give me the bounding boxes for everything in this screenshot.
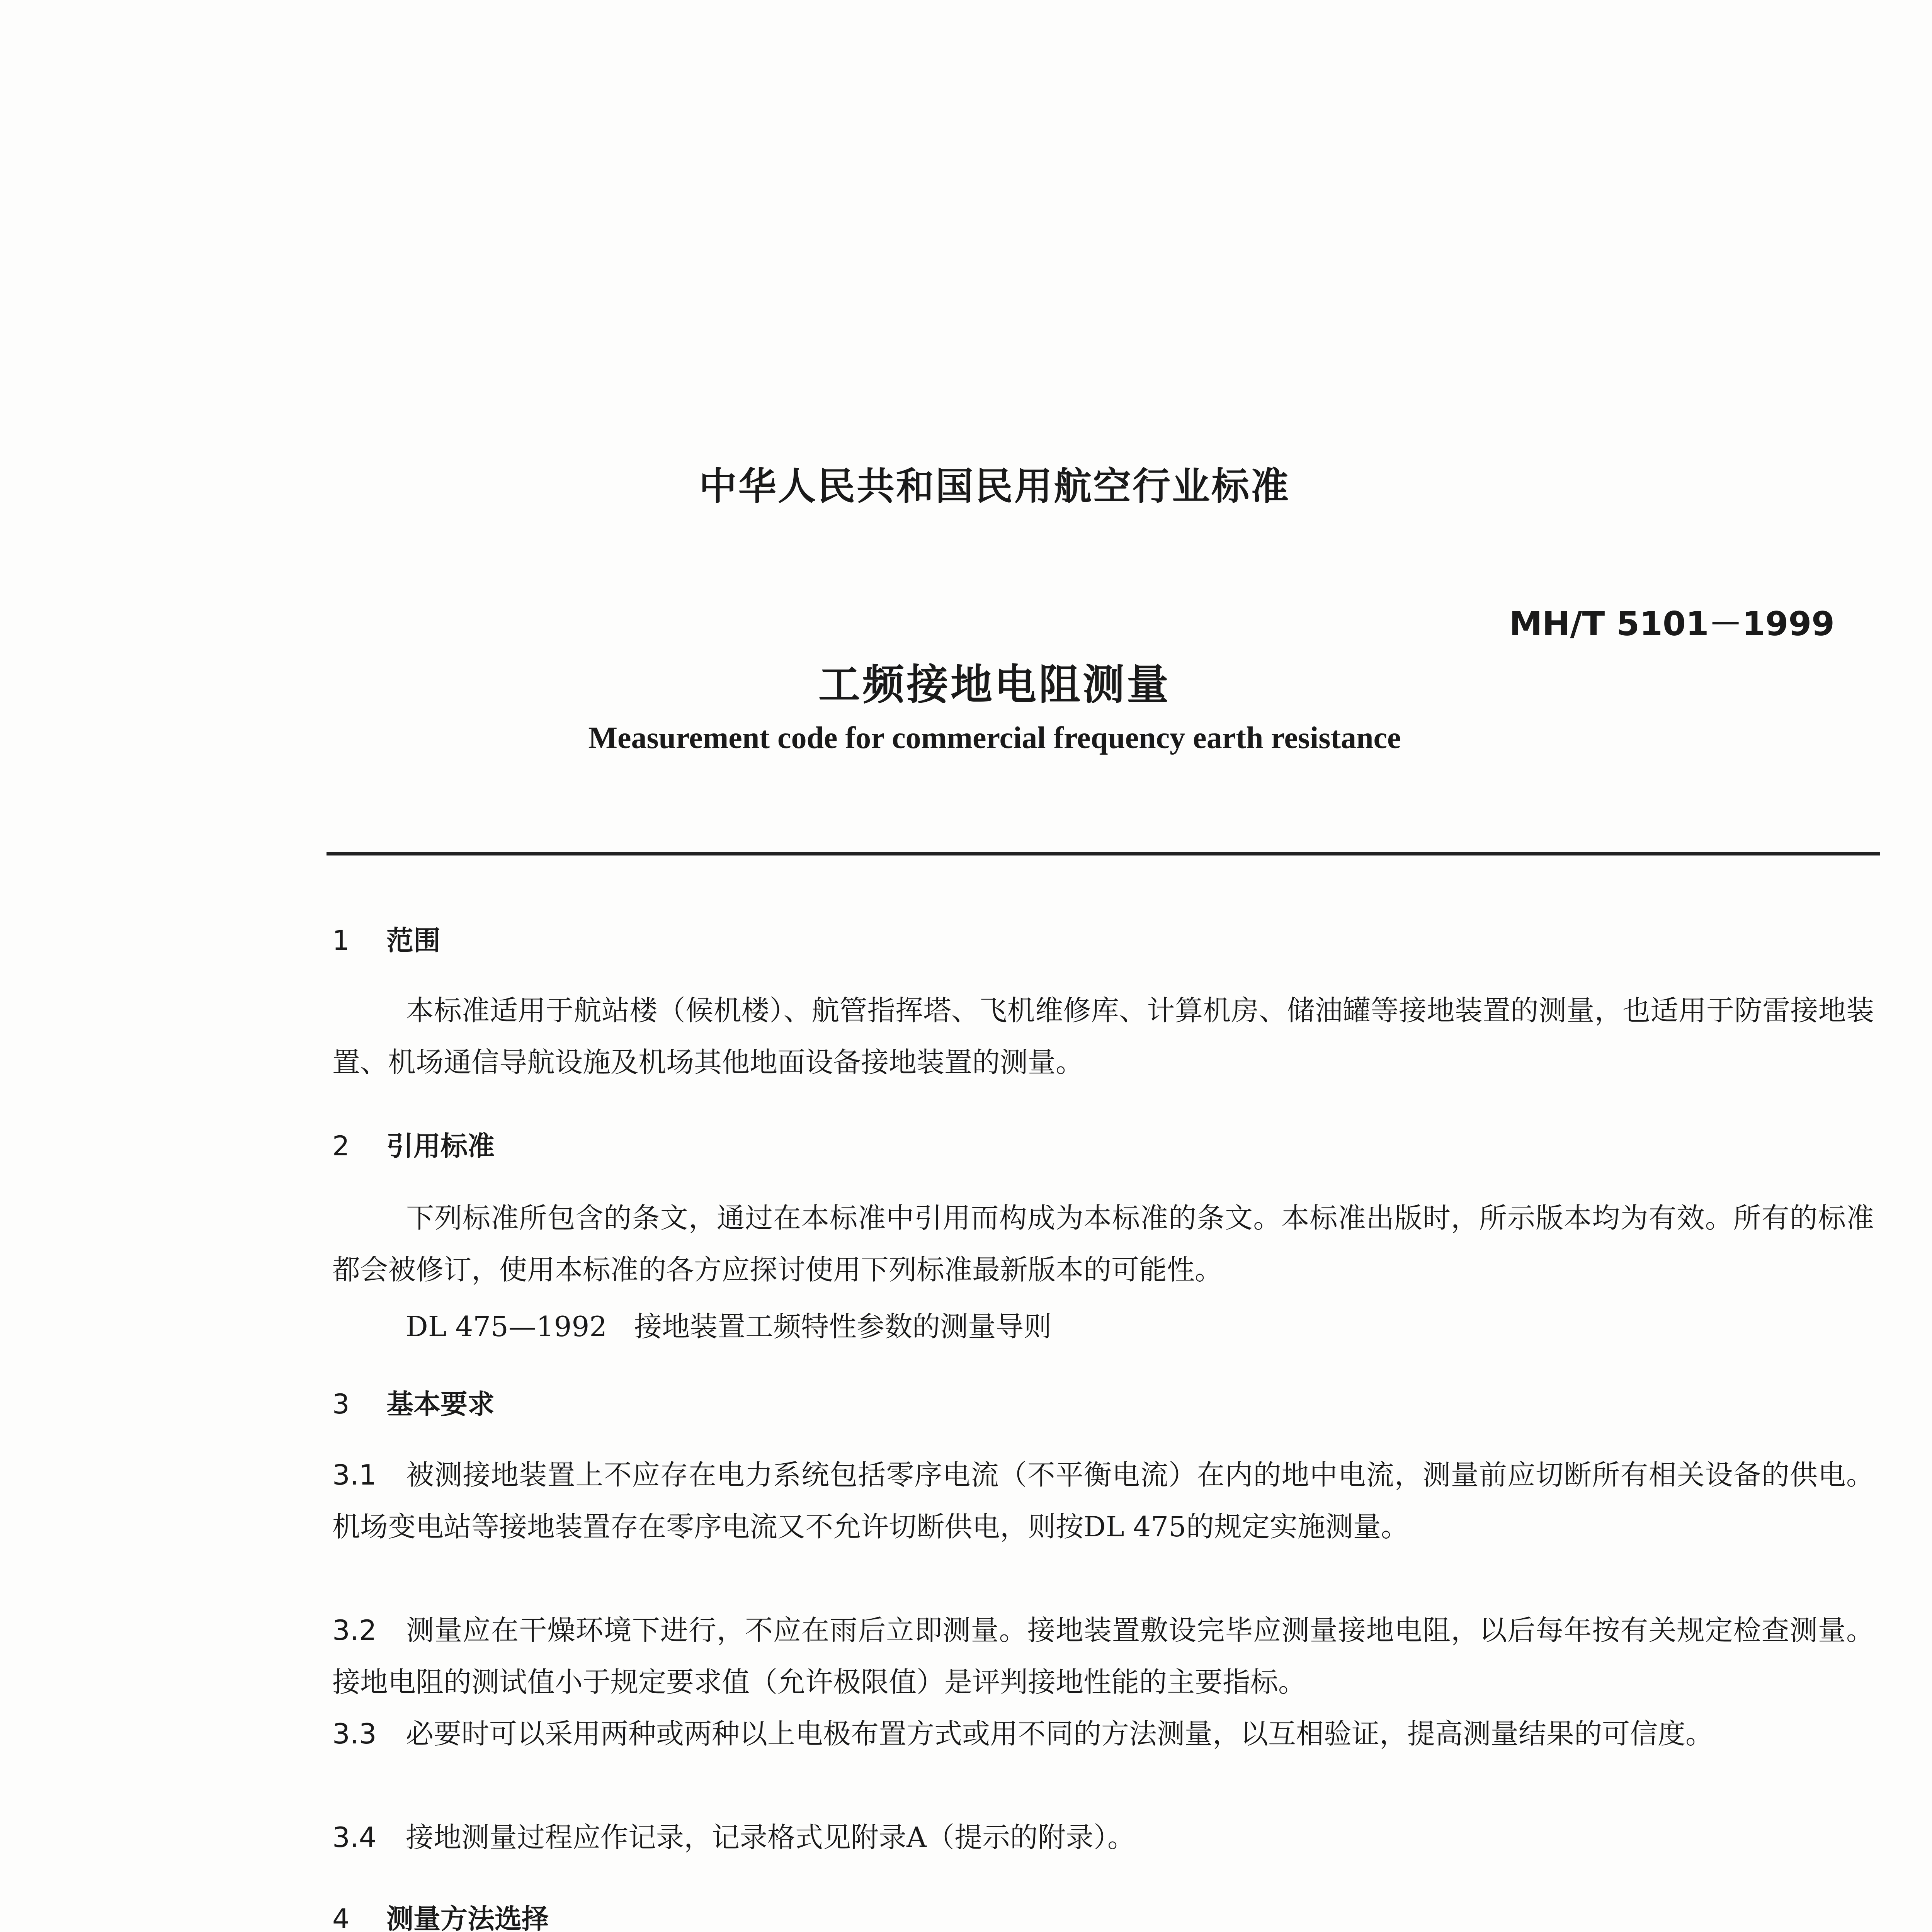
standard-code: MH/T 5101－1999 <box>1509 605 1835 643</box>
section-4-heading <box>332 1897 549 1932</box>
reference-title: 接地装置工频特性参数的测量导则 <box>634 1310 1052 1343</box>
clause-number: 3.2 <box>332 1614 377 1646</box>
clause-text: 测量应在干燥环境下进行，不应在雨后立即测量。接地装置敷设完毕应测量接地电阻，以后每年按有关规定检查测量。接地电阻的测试值小于规定要求值（允许极限值）是评判接地性能的主要指标。 <box>332 1614 1874 1698</box>
clause-number: 3.1 <box>332 1459 377 1491</box>
section-1-paragraph <box>332 985 1874 1088</box>
standard-title: 中华人民共和国民用航空行业标准 <box>699 464 1290 509</box>
section-title: 范围 <box>386 925 440 956</box>
section-number: 4 <box>332 1903 350 1932</box>
section-3-heading <box>332 1383 495 1422</box>
paragraph-text: 下列标准所包含的条文，通过在本标准中引用而构成为本标准的条文。本标准出版时，所示版本均为有效。所有的标准都会被修订，使用本标准的各方应探讨使用下列标准最新版本的可能性。 <box>332 1202 1874 1286</box>
clause-text: 被测接地装置上不应存在电力系统包括零序电流（不平衡电流）在内的地中电流，测量前应切断所有相关设备的供电。机场变电站等接地装置存在零序电流又不允许切断供电，则按DL 475的规定实施测量。 <box>332 1459 1874 1543</box>
clause-text: 必要时可以采用两种或两种以上电极布置方式或用不同的方法测量，以互相验证，提高测量结果的可信度。 <box>406 1718 1714 1750</box>
section-1-heading <box>332 919 440 958</box>
section-number: 2 <box>332 1130 350 1162</box>
clause-3-4 <box>332 1811 1874 1863</box>
section-title: 测量方法选择 <box>386 1903 549 1932</box>
section-number: 3 <box>332 1388 350 1420</box>
referenced-standard <box>406 1304 1051 1344</box>
reference-code: DL 475—1992 <box>406 1310 607 1343</box>
header-divider <box>327 852 1880 855</box>
section-title: 引用标准 <box>386 1130 495 1162</box>
clause-number: 3.3 <box>332 1718 377 1750</box>
document-title: 工频接地电阻测量 <box>818 661 1171 709</box>
clause-3-1 <box>332 1449 1874 1553</box>
clause-3-2 <box>332 1604 1874 1708</box>
clause-number: 3.4 <box>332 1821 377 1854</box>
section-title: 基本要求 <box>386 1388 495 1420</box>
section-number: 1 <box>332 925 350 956</box>
section-2-paragraph <box>332 1192 1874 1296</box>
clause-3-3 <box>332 1708 1874 1760</box>
clause-text: 接地测量过程应作记录，记录格式见附录A（提示的附录）。 <box>406 1821 1135 1854</box>
section-2-heading <box>332 1124 495 1163</box>
document-subtitle: Measurement code for commercial frequency earth resistance <box>588 721 1401 755</box>
paragraph-text: 本标准适用于航站楼（候机楼）、航管指挥塔、飞机维修库、计算机房、储油罐等接地装置的测量，也适用于防雷接地装置、机场通信导航设施及机场其他地面设备接地装置的测量。 <box>332 994 1874 1078</box>
